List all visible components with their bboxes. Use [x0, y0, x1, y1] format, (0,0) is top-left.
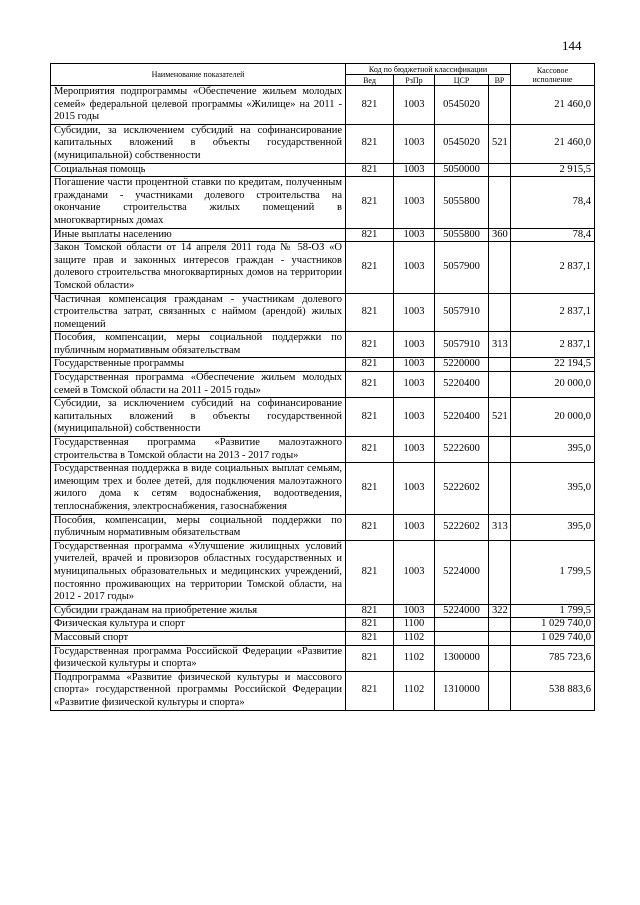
cell-csr: 5224000	[435, 540, 489, 604]
cell-amount: 20 000,0	[511, 398, 595, 437]
table-row	[51, 293, 595, 332]
cell-vr: 313	[489, 332, 511, 358]
cell-vr: 521	[489, 398, 511, 437]
cell-rzpr: 1102	[394, 645, 435, 671]
cell-rzpr: 1102	[394, 671, 435, 710]
cell-vr	[489, 618, 511, 632]
cell-amount: 2 837,1	[511, 332, 595, 358]
cell-rzpr: 1003	[394, 177, 435, 228]
cell-name: Физическая культура и спорт	[51, 618, 346, 632]
table-row	[51, 228, 595, 242]
cell-csr: 5222600	[435, 437, 489, 463]
cell-csr: 0545020	[435, 124, 489, 163]
cell-amount: 395,0	[511, 437, 595, 463]
cell-vr	[489, 671, 511, 710]
cell-vr: 360	[489, 228, 511, 242]
table-row	[51, 372, 595, 398]
cell-amount: 2 837,1	[511, 293, 595, 332]
cell-csr: 5222602	[435, 463, 489, 514]
cell-name: Субсидии, за исключением субсидий на софинансирование капитальных вложений в объекты государственной (муниципальной) собственности	[51, 398, 346, 437]
cell-ved: 821	[346, 293, 394, 332]
cell-csr: 5057900	[435, 242, 489, 293]
header-rzpr: РзПр	[394, 75, 435, 86]
cell-rzpr: 1003	[394, 540, 435, 604]
cell-name: Закон Томской области от 14 апреля 2011 года № 58-ОЗ «О защите прав и законных интересов граждан - участников долевого строительства многоквартирных домов на территории Томской области»	[51, 242, 346, 293]
cell-amount: 22 194,5	[511, 358, 595, 372]
cell-csr: 1310000	[435, 671, 489, 710]
cell-name: Мероприятия подпрограммы «Обеспечение жильем молодых семей» федеральной целевой программы «Жилище» на 2011 - 2015 годы	[51, 86, 346, 125]
cell-name: Государственная программа «Развитие малоэтажного строительства в Томской области на 2013 - 2017 годы»	[51, 437, 346, 463]
cell-name: Субсидии, за исключением субсидий на софинансирование капитальных вложений в объекты государственной (муниципальной) собственности	[51, 124, 346, 163]
table-row	[51, 437, 595, 463]
table-row	[51, 177, 595, 228]
cell-rzpr: 1003	[394, 242, 435, 293]
cell-amount: 395,0	[511, 463, 595, 514]
cell-rzpr: 1100	[394, 618, 435, 632]
cell-name: Пособия, компенсации, меры социальной поддержки по публичным нормативным обязательствам	[51, 514, 346, 540]
cell-vr	[489, 242, 511, 293]
cell-vr	[489, 463, 511, 514]
table-row	[51, 242, 595, 293]
cell-ved: 821	[346, 645, 394, 671]
header-amount-line1: Кассовое	[536, 65, 569, 75]
cell-rzpr: 1003	[394, 372, 435, 398]
cell-rzpr: 1003	[394, 514, 435, 540]
budget-table	[50, 63, 595, 711]
cell-name: Государственная программа «Обеспечение жильем молодых семей в Томской области на 2011 - 2015 годы»	[51, 372, 346, 398]
cell-ved: 821	[346, 372, 394, 398]
cell-csr: 1300000	[435, 645, 489, 671]
cell-name: Подпрограмма «Развитие физической культуры и массового спорта» государственной программы Российской Федерации «Развитие физической культуры и спорта»	[51, 671, 346, 710]
cell-name: Пособия, компенсации, меры социальной поддержки по публичным нормативным обязательствам	[51, 332, 346, 358]
cell-name: Погашение части процентной ставки по кредитам, полученным гражданами - участниками долевого строительства на окончание строительства жилых помещений в многоквартирных домах	[51, 177, 346, 228]
table-row	[51, 86, 595, 125]
cell-csr: 5224000	[435, 604, 489, 618]
cell-name: Государственная программа Российской Федерации «Развитие физической культуры и спорта»	[51, 645, 346, 671]
page-number: 144	[562, 38, 582, 53]
cell-csr	[435, 618, 489, 632]
cell-ved: 821	[346, 332, 394, 358]
cell-csr: 5050000	[435, 163, 489, 177]
cell-name: Частичная компенсация гражданам - участникам долевого строительства затрат, связанных с наймом (арендой) жилых помещений	[51, 293, 346, 332]
cell-rzpr: 1003	[394, 437, 435, 463]
cell-csr: 0545020	[435, 86, 489, 125]
table-row	[51, 332, 595, 358]
cell-name: Субсидии гражданам на приобретение жилья	[51, 604, 346, 618]
cell-rzpr: 1003	[394, 228, 435, 242]
cell-rzpr: 1003	[394, 86, 435, 125]
cell-ved: 821	[346, 358, 394, 372]
cell-rzpr: 1003	[394, 398, 435, 437]
cell-amount: 78,4	[511, 177, 595, 228]
cell-amount: 21 460,0	[511, 86, 595, 125]
header-amount-line2: исполнение	[532, 74, 573, 84]
cell-amount: 785 723,6	[511, 645, 595, 671]
cell-ved: 821	[346, 242, 394, 293]
table-row	[51, 631, 595, 645]
cell-vr	[489, 163, 511, 177]
table-body	[51, 86, 595, 711]
cell-csr: 5057910	[435, 293, 489, 332]
cell-ved: 821	[346, 514, 394, 540]
cell-amount: 395,0	[511, 514, 595, 540]
table-row	[51, 540, 595, 604]
table-row	[51, 124, 595, 163]
header-vr: ВР	[489, 75, 511, 86]
cell-csr	[435, 631, 489, 645]
cell-amount: 1 029 740,0	[511, 618, 595, 632]
cell-rzpr: 1003	[394, 332, 435, 358]
header-name: Наименование показателей	[51, 64, 346, 86]
cell-rzpr: 1003	[394, 293, 435, 332]
cell-amount: 20 000,0	[511, 372, 595, 398]
cell-name: Массовый спорт	[51, 631, 346, 645]
cell-vr	[489, 645, 511, 671]
cell-amount: 1 799,5	[511, 604, 595, 618]
cell-ved: 821	[346, 163, 394, 177]
cell-ved: 821	[346, 618, 394, 632]
cell-rzpr: 1003	[394, 358, 435, 372]
cell-vr	[489, 437, 511, 463]
cell-csr: 5220400	[435, 372, 489, 398]
cell-ved: 821	[346, 124, 394, 163]
table-row	[51, 645, 595, 671]
cell-vr: 322	[489, 604, 511, 618]
cell-ved: 821	[346, 631, 394, 645]
cell-vr	[489, 293, 511, 332]
cell-amount: 21 460,0	[511, 124, 595, 163]
table-row	[51, 671, 595, 710]
cell-vr: 521	[489, 124, 511, 163]
cell-ved: 821	[346, 437, 394, 463]
cell-amount: 538 883,6	[511, 671, 595, 710]
cell-amount: 1 799,5	[511, 540, 595, 604]
cell-amount: 2 837,1	[511, 242, 595, 293]
cell-name: Государственные программы	[51, 358, 346, 372]
cell-rzpr: 1003	[394, 463, 435, 514]
table-row	[51, 604, 595, 618]
cell-rzpr: 1003	[394, 124, 435, 163]
header-ved: Вед	[346, 75, 394, 86]
cell-vr	[489, 86, 511, 125]
cell-rzpr: 1102	[394, 631, 435, 645]
cell-ved: 821	[346, 604, 394, 618]
cell-amount: 78,4	[511, 228, 595, 242]
table-row	[51, 618, 595, 632]
cell-vr	[489, 372, 511, 398]
table-row	[51, 463, 595, 514]
table-row	[51, 358, 595, 372]
table-row	[51, 163, 595, 177]
cell-ved: 821	[346, 540, 394, 604]
cell-rzpr: 1003	[394, 604, 435, 618]
table-row	[51, 398, 595, 437]
cell-name: Государственная поддержка в виде социальных выплат семьям, имеющим трех и более детей, для подключения малоэтажного жилого дома к сетям водоснабжения, водоотведения, теплоснабжения, электроснабжения, газоснабжения	[51, 463, 346, 514]
cell-csr: 5220000	[435, 358, 489, 372]
cell-amount: 1 029 740,0	[511, 631, 595, 645]
table-row	[51, 514, 595, 540]
cell-ved: 821	[346, 177, 394, 228]
cell-ved: 821	[346, 671, 394, 710]
cell-vr	[489, 358, 511, 372]
table-header	[51, 64, 595, 86]
cell-name: Иные выплаты населению	[51, 228, 346, 242]
cell-ved: 821	[346, 228, 394, 242]
cell-csr: 5220400	[435, 398, 489, 437]
cell-ved: 821	[346, 463, 394, 514]
header-amount	[511, 64, 595, 86]
cell-ved: 821	[346, 86, 394, 125]
cell-csr: 5222602	[435, 514, 489, 540]
cell-csr: 5055800	[435, 177, 489, 228]
header-csr: ЦСР	[435, 75, 489, 86]
cell-name: Социальная помощь	[51, 163, 346, 177]
cell-csr: 5055800	[435, 228, 489, 242]
header-code-group: Код по бюджетной классификации	[346, 64, 511, 75]
cell-rzpr: 1003	[394, 163, 435, 177]
cell-amount: 2 915,5	[511, 163, 595, 177]
cell-ved: 821	[346, 398, 394, 437]
cell-vr	[489, 631, 511, 645]
cell-csr: 5057910	[435, 332, 489, 358]
cell-vr	[489, 177, 511, 228]
cell-vr: 313	[489, 514, 511, 540]
cell-name: Государственная программа «Улучшение жилищных условий учителей, врачей и провизоров областных государственных и муниципальных образовательных и медицинских учреждений, постоянно проживающих на территории Томской области, на 2012 - 2017 годы»	[51, 540, 346, 604]
cell-vr	[489, 540, 511, 604]
